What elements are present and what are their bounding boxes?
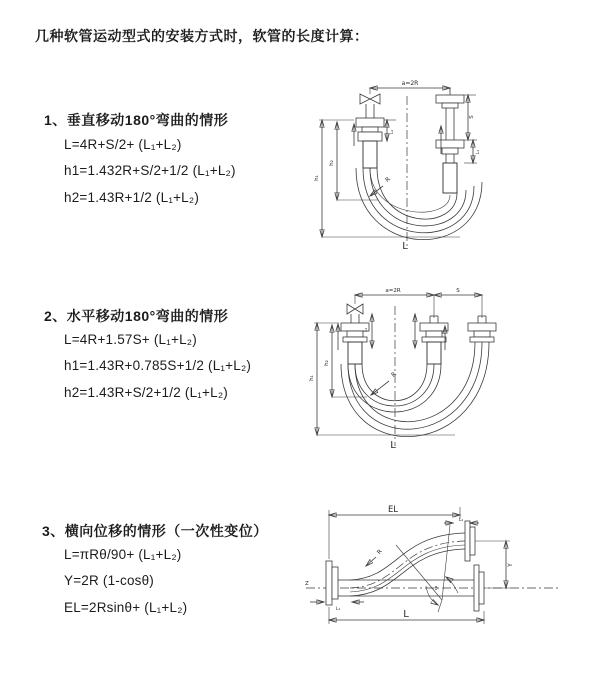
valve-icon xyxy=(347,304,363,314)
dim-label-l: L xyxy=(403,609,409,620)
left-flange xyxy=(326,561,350,605)
dim-l xyxy=(329,607,484,624)
angle-theta xyxy=(396,525,458,612)
hose-u-bend xyxy=(356,168,482,240)
right-pipe xyxy=(468,316,496,342)
dim-label-l1-left: L₁ xyxy=(390,129,395,135)
middle-pipe xyxy=(420,316,448,364)
section-1-heading: 1、垂直移动180°弯曲的情形 xyxy=(44,112,229,128)
dim-label-r: R xyxy=(384,175,392,184)
section-2-formula-h2: h2=1.43R+S/2+1/2 (L₁+L₂) xyxy=(64,385,228,400)
page-title: 几种软管运动型式的安装方式时，软管的长度计算： xyxy=(35,28,369,44)
dim-label-l: L xyxy=(390,440,396,451)
dim-label-r: R xyxy=(375,548,384,556)
dim-label-el: EL xyxy=(387,505,399,515)
diagram-lateral-displacement xyxy=(298,493,600,663)
section-2-formula-h1: h1=1.43R+0.785S+1/2 (L₁+L₂) xyxy=(64,358,252,373)
dim-label-l1-right: L₁ xyxy=(476,149,481,155)
section-1-formula-L: L=4R+S/2+ (L₁+L₂) xyxy=(64,137,182,152)
hose-u-bend-position1 xyxy=(348,364,441,412)
dim-label-r: R xyxy=(390,370,398,379)
dim-l1 xyxy=(363,314,372,348)
dim-r xyxy=(370,176,392,196)
dim-label-l2: L₂ xyxy=(458,518,464,523)
dim-l1-left xyxy=(384,120,396,141)
dim-label-a2r: a=2R xyxy=(401,80,419,87)
dim-label-h2: h₂ xyxy=(324,360,330,366)
section-3-heading: 3、横向位移的情形（一次性变位） xyxy=(42,523,268,539)
dim-label-h2: h₂ xyxy=(329,160,335,166)
section-3-formula-EL: EL=2Rsinθ+ (L₁+L₂) xyxy=(64,600,188,615)
dim-s xyxy=(464,95,477,140)
dim-label-theta: θ xyxy=(434,586,438,592)
hose-u-bend-position2 xyxy=(341,342,489,437)
dim-l1 xyxy=(310,602,364,612)
dim-label-s: S xyxy=(469,115,475,119)
dim-a2r xyxy=(355,288,434,295)
section-3-formula-L: L=πRθ/90+ (L₁+L₂) xyxy=(64,547,182,562)
section-2-heading: 2、水平移动180°弯曲的情形 xyxy=(44,308,229,324)
dim-label-l1: L₁ xyxy=(364,327,369,333)
left-pipe xyxy=(341,314,369,364)
dim-label-h1: h₁ xyxy=(314,175,320,181)
diagram-vertical-bend xyxy=(310,68,598,253)
dim-label-l: L xyxy=(402,241,408,252)
section-1-formula-h2: h2=1.43R+1/2 (L₁+L₂) xyxy=(64,190,200,205)
dim-label-s: S xyxy=(456,288,460,294)
dim-label-l1: L₁ xyxy=(335,607,341,612)
break-mark: Z xyxy=(305,581,309,587)
valve-icon xyxy=(360,94,380,104)
dim-l1-right xyxy=(464,140,481,163)
dim-label-h1: h₁ xyxy=(309,375,315,381)
s-curve-hose xyxy=(350,521,475,596)
section-2-formula-L: L=4R+1.57S+ (L₁+L₂) xyxy=(64,332,197,347)
diagram-horizontal-bend xyxy=(305,278,600,458)
section-1-formula-h1: h1=1.432R+S/2+1/2 (L₁+L₂) xyxy=(64,163,236,178)
dim-label-a2r: a=2R xyxy=(385,288,401,294)
dim-label-y: Y xyxy=(507,563,514,567)
left-pipe xyxy=(356,104,384,168)
dim-l2 xyxy=(444,517,479,523)
section-3-formula-Y: Y=2R (1-cosθ) xyxy=(64,573,155,588)
dim-el xyxy=(329,505,460,559)
right-pipe xyxy=(436,88,464,193)
dim-a2r xyxy=(370,80,450,94)
dim-r xyxy=(366,548,384,566)
dim-r xyxy=(371,371,398,395)
dim-s xyxy=(434,288,482,295)
